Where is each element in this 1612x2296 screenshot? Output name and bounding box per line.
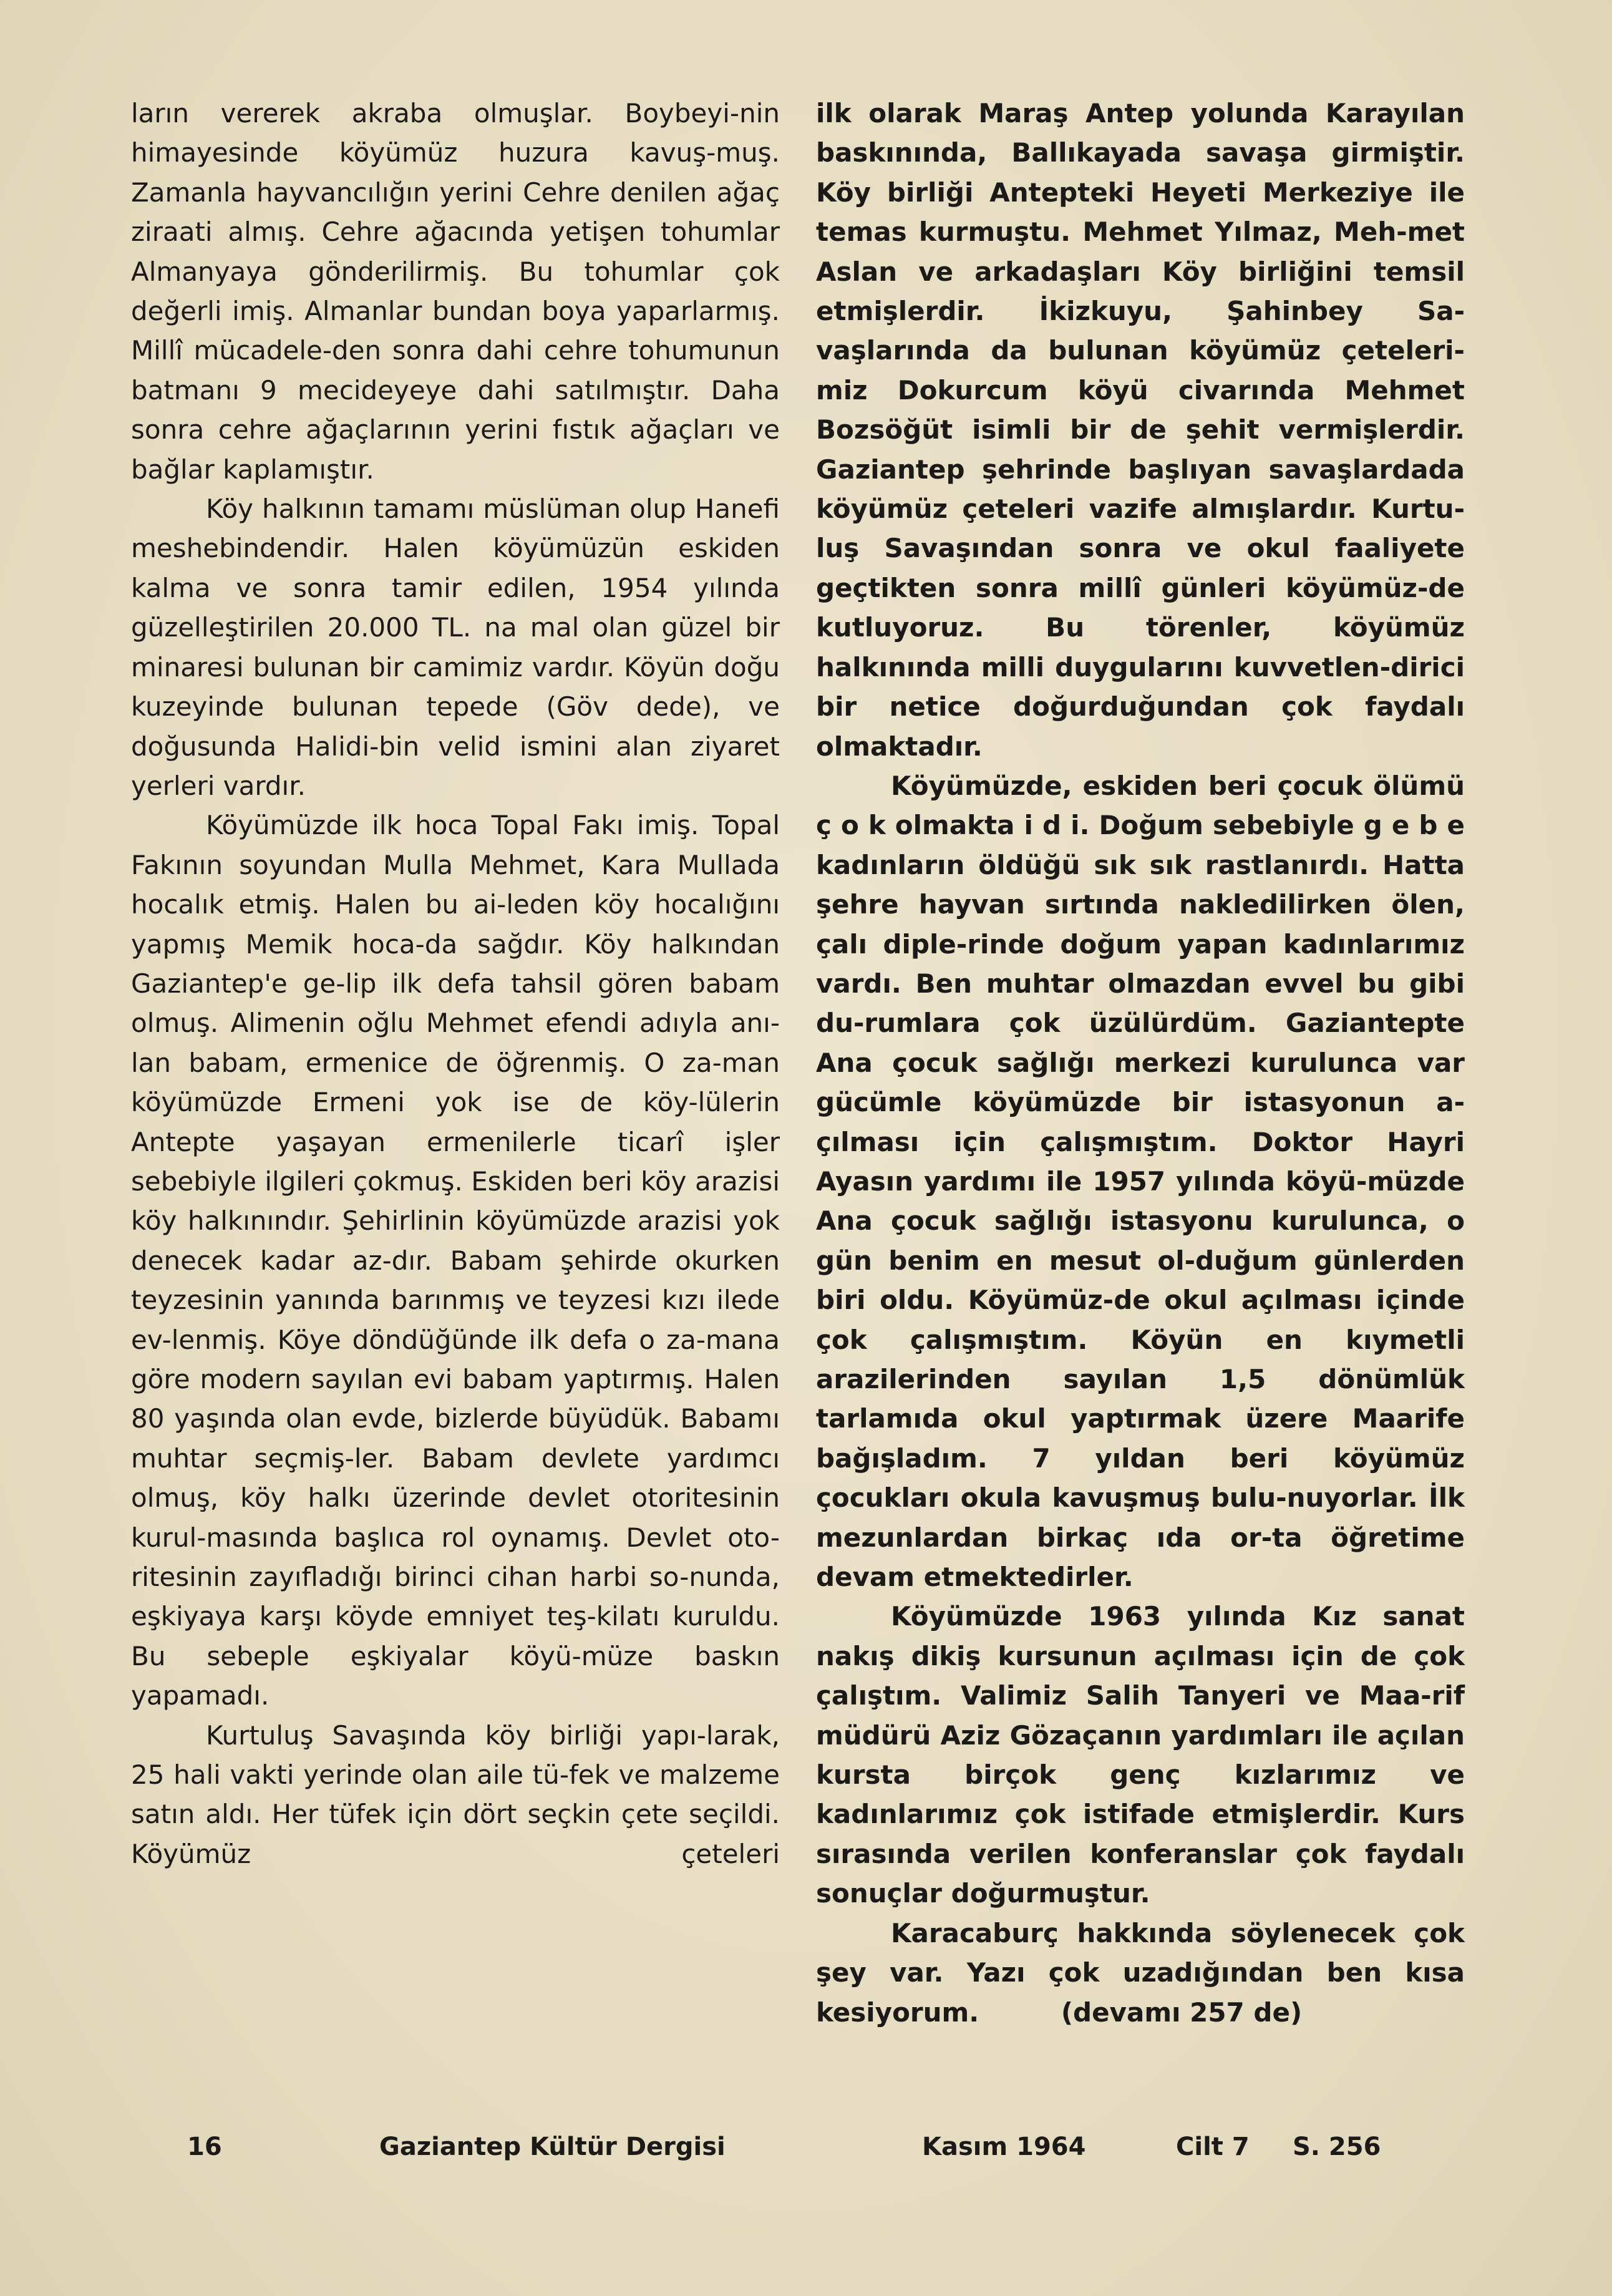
paragraph: Köyümüzde 1963 yılında Kız sanat nakış dikiş kursunun açılması için de çok çalıştım. Valimiz Salih Tanyeri ve Maa-rif müdürü Aziz Gözaçanın yardımları ile açılan kursta birçok genç kızlarımız ve kadınlarımız çok istifade etmişlerdir. Kurs sırasında verilen konferanslar çok faydalı sonuçlar doğurmuştur. — [816, 1601, 1465, 1909]
right-column — [816, 94, 1474, 2032]
paragraph: Kurtuluş Savaşında köy birliği yapı-larak, 25 hali vakti yerinde olan aile tü-fek ve malzeme satın aldı. Her tüfek için dört seçkin çete seçildi. Köyümüz çeteleri — [131, 1720, 780, 1869]
page-number: 16 — [187, 2133, 222, 2161]
left-column — [131, 94, 780, 1874]
paragraph: ilk olarak Maraş Antep yolunda Karayılan baskınında, Ballıkayada savaşa girmiştir. Köy birliği Antepteki Heyeti Merkeziye ile temas kurmuştu. Mehmet Yılmaz, Meh-met Aslan ve arkadaşları Köy birliğini temsil etmişlerdir. İkizkuyu, Şahinbey Sa-vaşlarında da bulunan köyümüz çeteleri-miz Dokurcum köyü civarında Mehmet Bozsöğüt isimli bir de şehit vermişlerdir. Gaziantep şehrinde başlıyan savaşlardada köyümüz çeteleri vazife almışlardır. Kurtu-luş Savaşından sonra ve okul faaliyete geçtikten sonra millî günleri köyümüz-de kutluyoruz. Bu törenler, köyümüz halkınında milli duygularını kuvvetlen-dirici bir netice doğurduğundan çok faydalı olmaktadır. — [816, 98, 1465, 762]
paragraph: Köy halkının tamamı müslüman olup Hanefi meshebindendir. Halen köyümüzün eskiden kalma ve sonra tamir edilen, 1954 yılında güzelleştirilen 20.000 TL. na mal olan güzel bir minaresi bulunan bir camimiz vardır. Köyün doğu kuzeyinde bulunan tepede (Göv dede), ve doğusunda Halidi-bin velid ismini alan ziyaret yerleri vardır. — [131, 494, 780, 801]
paragraph: ların vererek akraba olmuşlar. Boybeyi-nin himayesinde köyümüz huzura kavuş-muş. Zamanla hayvancılığın yerini Cehre denilen ağaç ziraati almış. Cehre ağacında yetişen tohumlar Almanyaya gönderilirmiş. Bu tohumlar çok değerli imiş. Almanlar bundan boya yaparlarmış. Millî mücadele-den sonra dahi cehre tohumunun batmanı 9 mecideyeye dahi satılmıştır. Daha sonra cehre ağaçlarının yerini fıstık ağaçları ve bağlar kaplamıştır. — [131, 98, 780, 485]
paragraph: Karacaburç hakkında söylenecek çok şey var. Yazı çok uzadığından ben kısa kesiyorum. (devamı 257 de) — [816, 1917, 1474, 2028]
journal-title: Gaziantep Kültür Dergisi — [379, 2133, 726, 2161]
page-footer — [0, 2133, 1612, 2170]
issue-label: S. 256 — [1293, 2133, 1381, 2161]
volume-label: Cilt 7 — [1176, 2133, 1250, 2161]
paragraph: Köyümüzde, eskiden beri çocuk ölümü ç o k olmakta i d i. Doğum sebebiyle g e b e kadınların öldüğü sık sık rastlanırdı. Hatta şehre hayvan sırtında nakledilirken ölen, çalı diple-rinde doğum yapan kadınlarımız vardı. Ben muhtar olmazdan evvel bu gibi du-rumlara çok üzülürdüm. Gaziantepte Ana çocuk sağlığı merkezi kurulunca var gücümle köyümüzde bir istasyonun a-çılması için çalışmıştım. Doktor Hayri Ayasın yardımı ile 1957 yılında köyü-müzde Ana çocuk sağlığı istasyonu kurulunca, o gün benim en mesut ol-duğum günlerden biri oldu. Köyümüz-de okul açılması içinde çok çalışmıştım. Köyün en kıymetli arazilerinden sayılan 1,5 dönümlük tarlamıda okul yaptırmak üzere Maarife bağışladım. 7 yıldan beri köyümüz çocukları okula kavuşmuş bulu-nuyorlar. İlk mezunlardan birkaç ıda or-ta öğretime devam etmektedirler. — [816, 770, 1465, 1593]
paragraph: Köyümüzde ilk hoca Topal Fakı imiş. Topal Fakının soyundan Mulla Mehmet, Kara Mullada hocalık etmiş. Halen bu ai-leden köy hocalığını yapmış Memik hoca-da sağdır. Köy halkından Gaziantep'e ge-lip ilk defa tahsil gören babam olmuş. Alimenin oğlu Mehmet efendi adıyla anı-lan babam, ermenice de öğrenmiş. O za-man köyümüzde Ermeni yok ise de köy-lülerin Antepte yaşayan ermenilerle ticarî işler sebebiyle ilgileri çokmuş. Eskiden beri köy arazisi köy halkınındır. Şehirlinin köyümüzde arazisi yok denecek kadar az-dır. Babam şehirde okurken teyzesinin yanında barınmış ve teyzesi kızı ilede ev-lenmiş. Köye döndüğünde ilk defa o za-mana göre modern sayılan evi babam yaptırmış. Halen 80 yaşında olan evde, bizlerde büyüdük. Babamı muhtar seçmiş-ler. Babam devlete yardımcı olmuş, köy halkı üzerinde devlet otoritesinin kurul-masında başlıca rol oynamış. Devlet oto-ritesinin zayıfladığı birinci cihan harbi so-nunda, eşkiyaya karşı köyde emniyet teş-kilatı kuruldu. Bu sebeple eşkiyalar köyü-müze baskın yapamadı. — [131, 810, 780, 1711]
issue-date: Kasım 1964 — [922, 2133, 1086, 2161]
